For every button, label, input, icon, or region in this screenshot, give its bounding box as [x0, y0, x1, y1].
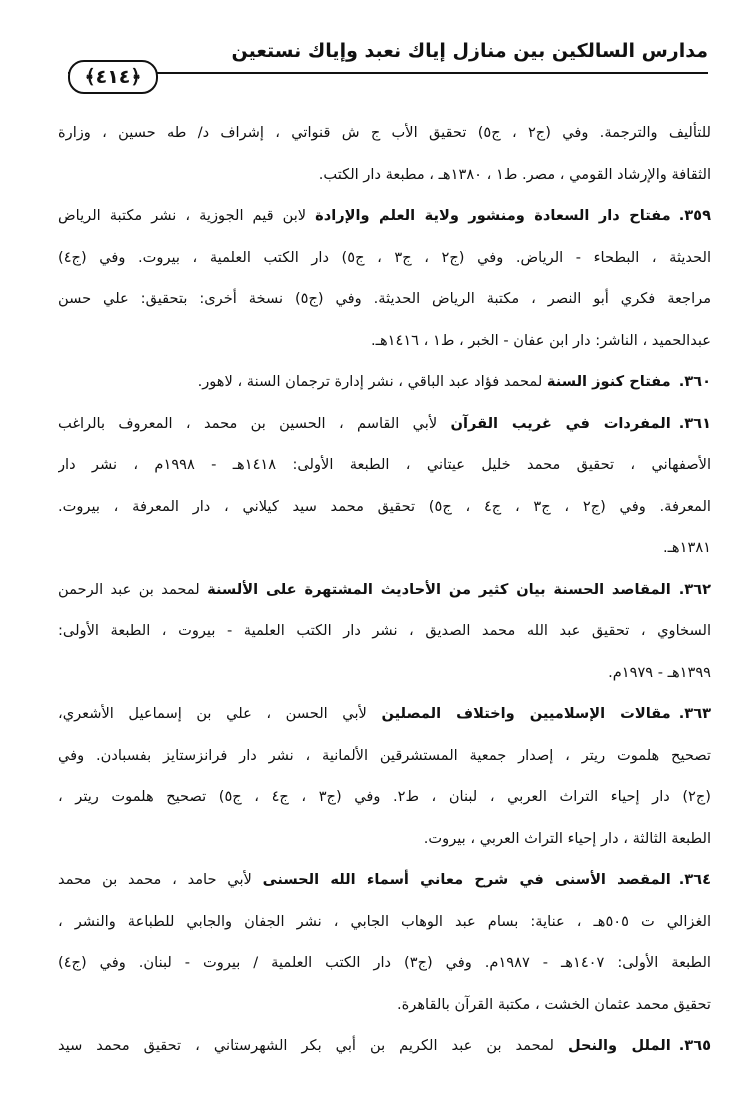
entry-title: مقالات الإسلاميين واختلاف المصلين — [381, 705, 671, 722]
text-line: تصحيح هلموت ريتر ، إصدار جمعية المستشرقين الألمانية ، نشر دار فرانزستايز بفسبادن. وفي — [58, 746, 711, 764]
entry-text: لمحمد بن عبد الكريم بن أبي بكر الشهرستاني ، تحقيق محمد سيد — [58, 1037, 554, 1054]
entry-number: ٣٦٢. — [678, 580, 711, 598]
text-line: للتأليف والترجمة. وفي (ج٢ ، ج٥) تحقيق الأب ج ش قنواتي ، إشراف د/ طه حسين ، وزارة — [58, 124, 711, 141]
entry-text: لأبي القاسم ، الحسين بن محمد ، المعروف بالراغب — [58, 414, 438, 432]
running-title: مدارس السالكين بين منازل إياك نعبد وإياك نستعين — [231, 40, 708, 62]
entry-number: ٣٦٥. — [678, 1037, 711, 1054]
entry-364-first-line — [58, 859, 711, 901]
entry-number: ٣٦٣. — [678, 705, 711, 722]
text-line: الطبعة الأولى: ١٤٠٧هـ - ١٩٨٧م. وفي (ج٣) دار الكتب العلمية / بيروت - لبنان. وفي (ج٤) — [58, 954, 711, 971]
text-line: الغزالي ت ٥٠٥هـ ، عناية: بسام عبد الوهاب الجابي ، نشر الجفان والجابي للطباعة والنشر ، — [58, 912, 711, 930]
entry-362-first-line — [58, 569, 711, 611]
text-line: مراجعة فكري أبو النصر ، مكتبة الرياض الحديثة. وفي (ج٥) نسخة أخرى: بتحقيق: علي حسن — [58, 290, 711, 307]
header-rule — [68, 72, 708, 74]
text-line: السخاوي ، تحقيق عبد الله محمد الصديق ، نشر دار الكتب العلمية - بيروت ، الطبعة الأولى: — [58, 622, 711, 639]
text-line: ١٣٨١هـ. — [663, 539, 711, 556]
entry-360-first-line — [58, 361, 711, 403]
entry-title: المقصد الأسنى في شرح معاني أسماء الله الحسنى — [262, 871, 671, 888]
entry-text: لمحمد فؤاد عبد الباقي ، نشر إدارة ترجمان السنة ، لاهور. — [197, 373, 543, 390]
text-line: الحديثة ، البطحاء - الرياض. وفي (ج٢ ، ج٣ ، ج٥) دار الكتب العلمية ، بيروت. وفي (ج٤) — [58, 248, 711, 266]
text-line: ١٣٩٩هـ - ١٩٧٩م. — [608, 663, 711, 681]
entry-365-first-line — [58, 1025, 711, 1067]
entry-title: مفتاح كنوز السنة — [546, 373, 671, 390]
page-number-badge — [68, 60, 158, 94]
entry-number: ٣٦١. — [678, 414, 711, 432]
entry-359-first-line — [58, 195, 711, 237]
text-line: الأصفهاني ، تحقيق محمد خليل عيتاني ، الطبعة الأولى: ١٤١٨هـ - ١٩٩٨م ، نشر دار — [58, 456, 711, 473]
entry-361-first-line — [58, 403, 711, 445]
text-line: (ج٢) دار إحياء التراث العربي ، لبنان ، ط٢. وفي (ج٣ ، ج٤ ، ج٥) تصحيح هلموت ريتر ، — [58, 788, 711, 805]
text-line: الطبعة الثالثة ، دار إحياء التراث العربي ، بيروت. — [423, 829, 711, 847]
text-line: عبدالحميد ، الناشر: دار ابن عفان - الخبر ، ط١ ، ١٤١٦هـ. — [371, 331, 711, 349]
text-line: المعرفة. وفي (ج٢ ، ج٣ ، ج٤ ، ج٥) تحقيق محمد سيد كيلاني ، دار المعرفة ، بيروت. — [58, 497, 711, 515]
entry-title: مفتاح دار السعادة ومنشور ولاية العلم والإرادة — [315, 207, 671, 224]
entry-text: لابن قيم الجوزية ، نشر مكتبة الرياض — [58, 207, 307, 224]
entry-text: لأبي الحسن ، علي بن إسماعيل الأشعري، — [58, 705, 367, 722]
entry-number: ٣٦٤. — [678, 871, 711, 888]
entry-363-first-line — [58, 693, 711, 735]
page-number: ﴿٤١٤﴾ — [84, 66, 142, 88]
entry-text: لمحمد بن عبد الرحمن — [58, 580, 200, 598]
entry-text: لأبي حامد ، محمد بن محمد — [58, 871, 252, 888]
text-line: تحقيق محمد عثمان الخشت ، مكتبة القرآن بالقاهرة. — [397, 995, 711, 1013]
entry-title: الملل والنحل — [567, 1037, 671, 1054]
bibliography-text — [58, 112, 711, 1067]
entry-title: المفردات في غريب القرآن — [450, 414, 671, 432]
entry-title: المقاصد الحسنة بيان كثير من الأحاديث المشتهرة على الألسنة — [207, 580, 671, 598]
text-line: الثقافة والإرشاد القومي ، مصر. ط١ ، ١٣٨٠هـ ، مطبعة دار الكتب. — [318, 165, 711, 183]
entry-number: ٣٦٠. — [678, 373, 711, 390]
page-header — [68, 30, 708, 100]
entry-number: ٣٥٩. — [678, 207, 711, 224]
